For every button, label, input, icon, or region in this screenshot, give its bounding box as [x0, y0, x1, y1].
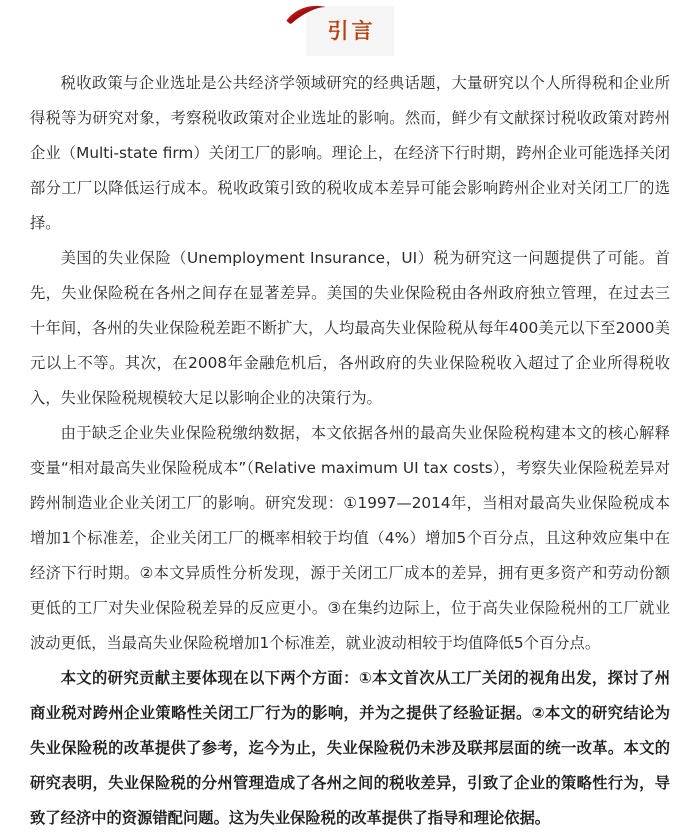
- article-body: [0, 66, 700, 836]
- paragraph: 税收政策与企业选址是公共经济学领域研究的经典话题，大量研究以个人所得税和企业所得税等为研究对象，考察税收政策对企业选址的影响。然而，鲜少有文献探讨税收政策对跨州企业（Multi-state firm）关闭工厂的影响。理论上，在经济下行时期，跨州企业可能选择关闭部分工厂以降低运行成本。税收政策引致的税收成本差异可能会影响跨州企业对关闭工厂的选择。: [30, 74, 670, 232]
- paragraph: 由于缺乏企业失业保险税缴纳数据，本文依据各州的最高失业保险税构建本文的核心解释变量“相对最高失业保险税成本”（Relative maximum UI tax costs），考察失业保险税差异对跨州制造业企业关闭工厂的影响。研究发现：①1997—2014年，当相对最高失业保险税成本增加1个标准差，企业关闭工厂的概率相较于均值（4%）增加5个百分点，且这种效应集中在经济下行时期。②本文异质性分析发现，源于关闭工厂成本的差异，拥有更多资产和劳动份额更低的工厂对失业保险税差异的反应更小。③在集约边际上，位于高失业保险税州的工厂就业波动更低，当最高失业保险税增加1个标准差，就业波动相较于均值降低5个百分点。: [30, 424, 670, 652]
- heading-title: 引言: [327, 18, 376, 43]
- heading-badge: [306, 6, 394, 56]
- section-heading: [0, 0, 700, 66]
- red-brush-stroke-icon: [284, 4, 328, 26]
- paragraph: 本文的研究贡献主要体现在以下两个方面：①本文首次从工厂关闭的视角出发，探讨了州商业税对跨州企业策略性关闭工厂行为的影响，并为之提供了经验证据。②本文的研究结论为失业保险税的改革提供了参考，迄今为止，失业保险税仍未涉及联邦层面的统一改革。本文的研究表明，失业保险税的分州管理造成了各州之间的税收差异，引致了企业的策略性行为，导致了经济中的资源错配问题。这为失业保险税的改革提供了指导和理论依据。: [30, 669, 670, 827]
- paragraph: 美国的失业保险（Unemployment Insurance，UI）税为研究这一问题提供了可能。首先，失业保险税在各州之间存在显著差异。美国的失业保险税由各州政府独立管理，在过去三十年间，各州的失业保险税差距不断扩大，人均最高失业保险税从每年400美元以下至2000美元以上不等。其次，在2008年金融危机后，各州政府的失业保险税收入超过了企业所得税收入，失业保险税规模较大足以影响企业的决策行为。: [30, 249, 670, 407]
